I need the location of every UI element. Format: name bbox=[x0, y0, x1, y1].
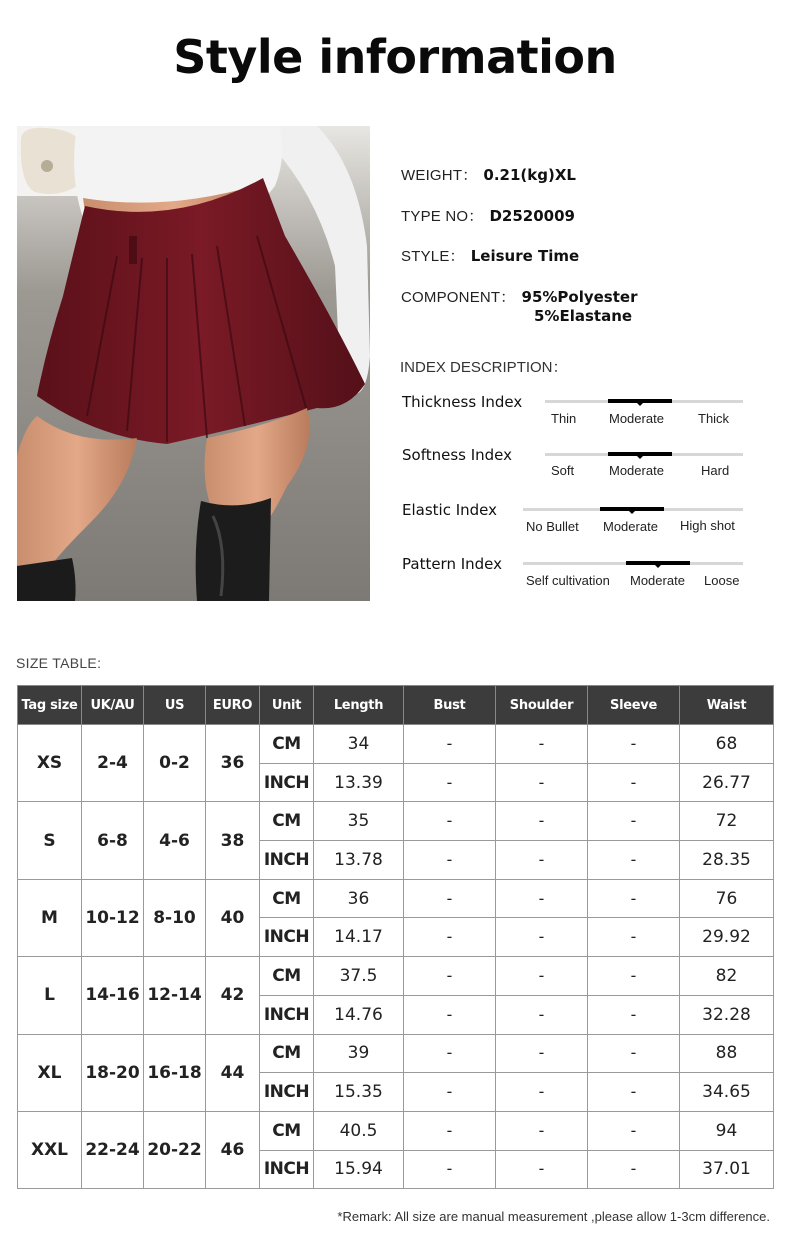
elastic-option-no-bullet: No Bullet bbox=[526, 519, 579, 534]
bust-cell: - bbox=[404, 1034, 496, 1073]
size-tag-cell: XXL bbox=[18, 1111, 82, 1188]
sleeve-cell: - bbox=[588, 841, 680, 880]
pattern-index-label: Pattern Index bbox=[402, 555, 503, 573]
sleeve-cell: - bbox=[588, 1150, 680, 1189]
size-tag-cell: S bbox=[18, 802, 82, 879]
pattern-pointer-icon bbox=[654, 564, 662, 568]
us-cell: 4-6 bbox=[144, 802, 206, 879]
waist-cell: 72 bbox=[680, 802, 774, 841]
unit-cell: CM bbox=[260, 1111, 314, 1150]
size-tag-cell: XL bbox=[18, 1034, 82, 1111]
shoulder-cell: - bbox=[496, 763, 588, 802]
shoulder-cell: - bbox=[496, 1111, 588, 1150]
pattern-option-self-cultivation: Self cultivation bbox=[526, 573, 610, 588]
size-tag-cell: M bbox=[18, 879, 82, 956]
bust-cell: - bbox=[404, 763, 496, 802]
euro-cell: 40 bbox=[206, 879, 260, 956]
unit-cell: CM bbox=[260, 725, 314, 764]
table-row bbox=[18, 1034, 774, 1073]
sleeve-cell: - bbox=[588, 879, 680, 918]
uk-au-cell: 6-8 bbox=[82, 802, 144, 879]
bust-cell: - bbox=[404, 957, 496, 996]
table-header-row bbox=[18, 686, 774, 725]
bust-cell: - bbox=[404, 802, 496, 841]
thickness-pointer-icon bbox=[636, 402, 644, 406]
length-cell: 13.78 bbox=[314, 841, 404, 880]
sleeve-cell: - bbox=[588, 725, 680, 764]
header-us: US bbox=[144, 686, 206, 725]
header-bust: Bust bbox=[404, 686, 496, 725]
waist-cell: 37.01 bbox=[680, 1150, 774, 1189]
unit-cell: CM bbox=[260, 802, 314, 841]
size-tag-cell: XS bbox=[18, 725, 82, 802]
sleeve-cell: - bbox=[588, 763, 680, 802]
us-cell: 20-22 bbox=[144, 1111, 206, 1188]
unit-cell: INCH bbox=[260, 841, 314, 880]
length-cell: 14.76 bbox=[314, 995, 404, 1034]
weight-value: 0.21(kg)XL bbox=[483, 166, 576, 184]
waist-cell: 26.77 bbox=[680, 763, 774, 802]
size-tag-cell: L bbox=[18, 957, 82, 1034]
sleeve-cell: - bbox=[588, 918, 680, 957]
header-tag-size: Tag size bbox=[18, 686, 82, 725]
waist-cell: 76 bbox=[680, 879, 774, 918]
bust-cell: - bbox=[404, 1111, 496, 1150]
table-row bbox=[18, 957, 774, 996]
sleeve-cell: - bbox=[588, 802, 680, 841]
pattern-option-moderate: Moderate bbox=[630, 573, 685, 588]
us-cell: 0-2 bbox=[144, 725, 206, 802]
us-cell: 8-10 bbox=[144, 879, 206, 956]
style-value: Leisure Time bbox=[470, 247, 580, 265]
type-row bbox=[401, 205, 575, 226]
length-cell: 13.39 bbox=[314, 763, 404, 802]
unit-cell: INCH bbox=[260, 763, 314, 802]
shoulder-cell: - bbox=[496, 802, 588, 841]
bust-cell: - bbox=[404, 1150, 496, 1189]
length-cell: 14.17 bbox=[314, 918, 404, 957]
uk-au-cell: 10-12 bbox=[82, 879, 144, 956]
pattern-option-loose: Loose bbox=[704, 573, 740, 588]
style-row bbox=[401, 245, 579, 266]
length-cell: 35 bbox=[314, 802, 404, 841]
table-row bbox=[18, 1111, 774, 1150]
softness-scale bbox=[545, 453, 743, 456]
pattern-scale bbox=[523, 562, 743, 565]
skirt-model-image bbox=[17, 126, 370, 601]
header-sleeve: Sleeve bbox=[588, 686, 680, 725]
euro-cell: 42 bbox=[206, 957, 260, 1034]
shoulder-cell: - bbox=[496, 995, 588, 1034]
euro-cell: 44 bbox=[206, 1034, 260, 1111]
length-cell: 15.94 bbox=[314, 1150, 404, 1189]
thickness-option-thick: Thick bbox=[698, 411, 730, 426]
sleeve-cell: - bbox=[588, 995, 680, 1034]
unit-cell: INCH bbox=[260, 918, 314, 957]
length-cell: 34 bbox=[314, 725, 404, 764]
header-shoulder: Shoulder bbox=[496, 686, 588, 725]
uk-au-cell: 2-4 bbox=[82, 725, 144, 802]
header-waist: Waist bbox=[680, 686, 774, 725]
shoulder-cell: - bbox=[496, 957, 588, 996]
unit-cell: CM bbox=[260, 1034, 314, 1073]
component-value-1: 95%Polyester bbox=[521, 288, 638, 306]
component-label: COMPONENT： bbox=[401, 289, 516, 306]
bust-cell: - bbox=[404, 995, 496, 1034]
softness-option-moderate: Moderate bbox=[609, 463, 664, 478]
unit-cell: INCH bbox=[260, 1150, 314, 1189]
weight-label: WEIGHT： bbox=[401, 167, 478, 184]
softness-index-label: Softness Index bbox=[402, 446, 513, 464]
length-cell: 39 bbox=[314, 1034, 404, 1073]
shoulder-cell: - bbox=[496, 879, 588, 918]
bust-cell: - bbox=[404, 841, 496, 880]
shoulder-cell: - bbox=[496, 918, 588, 957]
elastic-index-label: Elastic Index bbox=[402, 501, 498, 519]
bust-cell: - bbox=[404, 1073, 496, 1112]
size-table-label: SIZE TABLE: bbox=[16, 655, 102, 671]
waist-cell: 32.28 bbox=[680, 995, 774, 1034]
softness-option-soft: Soft bbox=[551, 463, 575, 478]
elastic-pointer-icon bbox=[628, 510, 636, 514]
table-row bbox=[18, 879, 774, 918]
euro-cell: 46 bbox=[206, 1111, 260, 1188]
header-uk-au: UK/AU bbox=[82, 686, 144, 725]
length-cell: 37.5 bbox=[314, 957, 404, 996]
shoulder-cell: - bbox=[496, 1073, 588, 1112]
unit-cell: CM bbox=[260, 879, 314, 918]
component-row bbox=[401, 286, 637, 307]
shoulder-cell: - bbox=[496, 725, 588, 764]
euro-cell: 38 bbox=[206, 802, 260, 879]
waist-cell: 29.92 bbox=[680, 918, 774, 957]
header-euro: EURO bbox=[206, 686, 260, 725]
thickness-option-moderate: Moderate bbox=[609, 411, 664, 426]
table-row bbox=[18, 802, 774, 841]
page-title: Style information bbox=[173, 30, 617, 84]
uk-au-cell: 18-20 bbox=[82, 1034, 144, 1111]
uk-au-cell: 22-24 bbox=[82, 1111, 144, 1188]
waist-cell: 68 bbox=[680, 725, 774, 764]
thickness-option-thin: Thin bbox=[551, 411, 577, 426]
style-label: STYLE： bbox=[401, 248, 465, 265]
product-photo bbox=[17, 126, 370, 601]
sleeve-cell: - bbox=[588, 1073, 680, 1112]
us-cell: 12-14 bbox=[144, 957, 206, 1034]
us-cell: 16-18 bbox=[144, 1034, 206, 1111]
sleeve-cell: - bbox=[588, 957, 680, 996]
waist-cell: 82 bbox=[680, 957, 774, 996]
bust-cell: - bbox=[404, 725, 496, 764]
header-unit: Unit bbox=[260, 686, 314, 725]
length-cell: 15.35 bbox=[314, 1073, 404, 1112]
thickness-index-label: Thickness Index bbox=[402, 393, 523, 411]
remark-note: *Remark: All size are manual measurement ,please allow 1-3cm difference. bbox=[337, 1209, 770, 1224]
sleeve-cell: - bbox=[588, 1111, 680, 1150]
sleeve-cell: - bbox=[588, 1034, 680, 1073]
thickness-scale bbox=[545, 400, 743, 403]
unit-cell: CM bbox=[260, 957, 314, 996]
component-value-2: 5%Elastane bbox=[534, 307, 633, 325]
length-cell: 40.5 bbox=[314, 1111, 404, 1150]
softness-option-hard: Hard bbox=[701, 463, 730, 478]
length-cell: 36 bbox=[314, 879, 404, 918]
waist-cell: 88 bbox=[680, 1034, 774, 1073]
elastic-option-high-shot: High shot bbox=[680, 518, 735, 533]
header-length: Length bbox=[314, 686, 404, 725]
bust-cell: - bbox=[404, 918, 496, 957]
index-description-label: INDEX DESCRIPTION： bbox=[400, 359, 568, 376]
softness-pointer-icon bbox=[636, 455, 644, 459]
waist-cell: 34.65 bbox=[680, 1073, 774, 1112]
elastic-option-moderate: Moderate bbox=[603, 519, 658, 534]
type-value: D2520009 bbox=[489, 207, 575, 225]
shoulder-cell: - bbox=[496, 1034, 588, 1073]
unit-cell: INCH bbox=[260, 995, 314, 1034]
euro-cell: 36 bbox=[206, 725, 260, 802]
table-row bbox=[18, 725, 774, 764]
size-table bbox=[17, 685, 774, 1189]
unit-cell: INCH bbox=[260, 1073, 314, 1112]
type-label: TYPE NO： bbox=[401, 208, 484, 225]
shoulder-cell: - bbox=[496, 841, 588, 880]
waist-cell: 94 bbox=[680, 1111, 774, 1150]
shoulder-cell: - bbox=[496, 1150, 588, 1189]
elastic-scale bbox=[523, 508, 743, 511]
weight-row bbox=[401, 164, 576, 185]
waist-cell: 28.35 bbox=[680, 841, 774, 880]
bust-cell: - bbox=[404, 879, 496, 918]
uk-au-cell: 14-16 bbox=[82, 957, 144, 1034]
